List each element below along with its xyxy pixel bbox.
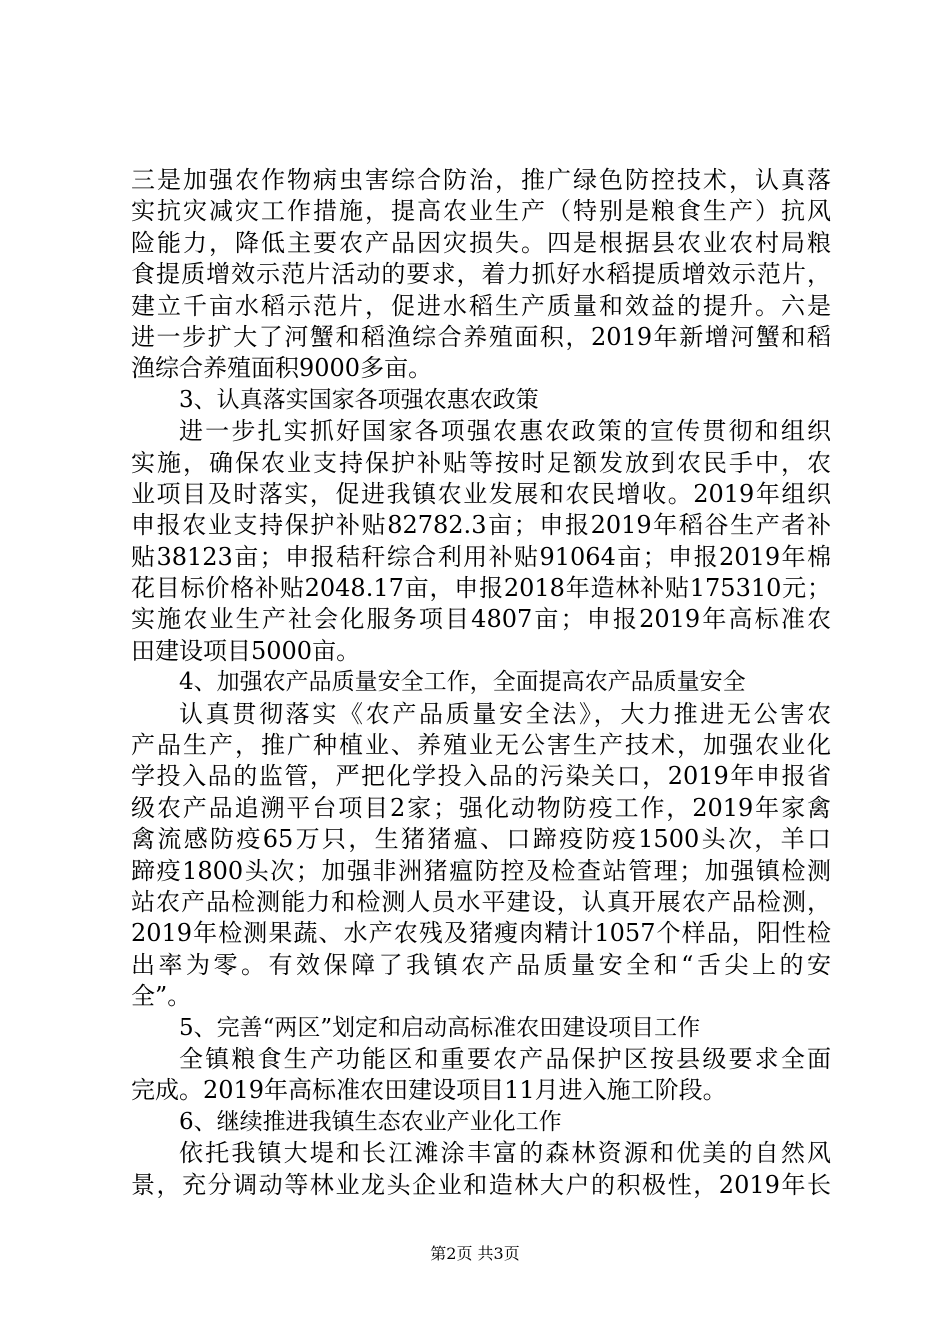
paragraph-line: 依托我镇大堤和长江滩涂丰富的森林资源和优美的自然风 <box>179 1139 831 1168</box>
paragraph-line: 景，充分调动等林业龙头企业和造林大户的积极性，2019年长 <box>131 1170 831 1199</box>
paragraph-line: 产品生产，推广种植业、养殖业无公害生产技术，加强农业化 <box>131 731 831 760</box>
paragraph-line: 全镇粮食生产功能区和重要农产品保护区按县级要求全面 <box>179 1044 831 1073</box>
paragraph-line: 蹄疫1800头次；加强非洲猪瘟防控及检查站管理；加强镇检测 <box>131 856 831 885</box>
paragraph-line: 实施农业生产社会化服务项目4807亩；申报2019年高标准农 <box>131 605 831 634</box>
paragraph-line: 进一步扎实抓好国家各项强农惠农政策的宣传贯彻和组织 <box>179 417 831 446</box>
paragraph-line: 实抗灾减灾工作措施，提高农业生产（特别是粮食生产）抗风 <box>131 197 831 226</box>
paragraph-line: 学投入品的监管，严把化学投入品的污染关口，2019年申报省 <box>131 762 831 791</box>
paragraph-line: 实施，确保农业支持保护补贴等按时足额发放到农民手中，农 <box>131 448 831 477</box>
section-heading: 5、完善“两区”划定和启动高标准农田建设项目工作 <box>179 1014 701 1041</box>
paragraph-line: 田建设项目5000亩。 <box>131 636 361 665</box>
paragraph-line: 申报农业支持保护补贴82782.3亩；申报2019年稻谷生产者补 <box>131 511 831 540</box>
paragraph-line: 全”。 <box>131 982 192 1011</box>
page-footer: 第2页 共3页 <box>430 1244 520 1263</box>
paragraph-line: 出率为零。有效保障了我镇农产品质量安全和“舌尖上的安 <box>131 950 831 979</box>
paragraph-line: 禽流感防疫65万只，生猪猪瘟、口蹄疫防疫1500头次，羊口 <box>131 825 831 854</box>
paragraph-line: 级农产品追溯平台项目2家；强化动物防疫工作，2019年家禽 <box>131 793 831 822</box>
paragraph-line: 建立千亩水稻示范片，促进水稻生产质量和效益的提升。六是 <box>131 291 831 320</box>
paragraph-line: 食提质增效示范片活动的要求，着力抓好水稻提质增效示范片， <box>131 260 831 289</box>
paragraph-line: 险能力，降低主要农产品因灾损失。四是根据县农业农村局粮 <box>131 228 831 257</box>
section-heading: 6、继续推进我镇生态农业产业化工作 <box>179 1108 562 1135</box>
paragraph-line: 业项目及时落实，促进我镇农业发展和农民增收。2019年组织 <box>131 479 831 508</box>
paragraph-line: 花目标价格补贴2048.17亩，申报2018年造林补贴175310元； <box>131 574 831 603</box>
paragraph-line: 三是加强农作物病虫害综合防治，推广绿色防控技术，认真落 <box>131 166 831 194</box>
paragraph-line: 进一步扩大了河蟹和稻渔综合养殖面积，2019年新增河蟹和稻 <box>131 322 831 351</box>
paragraph-line: 2019年检测果蔬、水产农残及猪瘦肉精计1057个样品，阳性检 <box>131 919 831 948</box>
document-body <box>131 165 831 1201</box>
section-heading: 4、加强农产品质量安全工作，全面提高农产品质量安全 <box>179 669 746 696</box>
paragraph-line: 站农产品检测能力和检测人员水平建设，认真开展农产品检测， <box>131 887 831 916</box>
paragraph-line: 完成。2019年高标准农田建设项目11月进入施工阶段。 <box>131 1076 727 1105</box>
section-heading: 3、认真落实国家各项强农惠农政策 <box>179 386 539 413</box>
paragraph-line: 贴38123亩；申报秸秆综合利用补贴91064亩；申报2019年棉 <box>131 542 831 571</box>
paragraph-line: 渔综合养殖面积9000多亩。 <box>131 354 433 383</box>
paragraph-line: 认真贯彻落实《农产品质量安全法》，大力推进无公害农 <box>179 699 831 728</box>
